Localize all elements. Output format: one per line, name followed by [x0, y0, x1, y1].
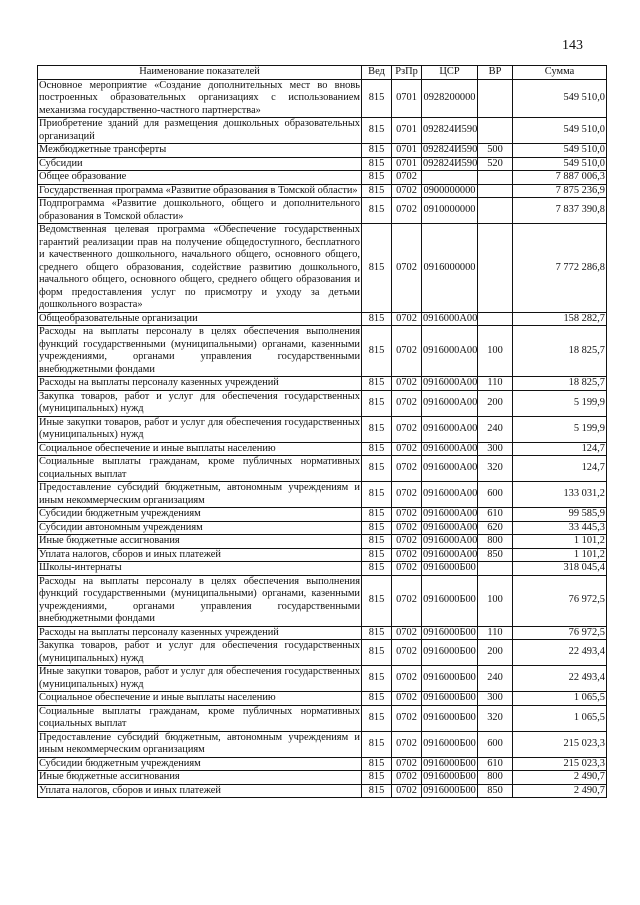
- table-row: [38, 377, 607, 391]
- cell-name: Предоставление субсидий бюджетным, автономным учреждениям и иным некоммерческим организациям: [39, 731, 360, 755]
- cell-rzpr: 0702: [392, 390, 422, 416]
- cell-name: Школы-интернаты: [38, 562, 362, 576]
- cell-vr: 240: [478, 666, 513, 692]
- cell-sum: 2 490,7: [513, 784, 607, 798]
- header-csr: ЦСР: [422, 66, 478, 80]
- cell-rzpr: 0701: [392, 144, 422, 158]
- table-row: [38, 157, 607, 171]
- cell-name: Иные бюджетные ассигнования: [38, 535, 362, 549]
- cell-csr: 0916000Б00: [422, 575, 478, 626]
- cell-rzpr: 0702: [392, 666, 422, 692]
- cell-ved: 815: [362, 692, 392, 706]
- cell-name: Межбюджетные трансферты: [38, 144, 362, 158]
- cell-name: Расходы на выплаты персоналу в целях обеспечения выполнения функций государственными (муниципальными) органами, казенными учреждениями, органами управления государственными внебюджетными фондами: [39, 326, 360, 375]
- cell-sum: 215 023,3: [513, 757, 607, 771]
- table-row: [38, 666, 607, 692]
- cell-csr: 0916000А00: [423, 508, 478, 519]
- cell-sum: 7 837 390,8: [513, 198, 607, 224]
- cell-rzpr: 0702: [392, 626, 422, 640]
- cell-ved: 815: [362, 784, 392, 798]
- cell-name: Субсидии бюджетным учреждениям: [38, 757, 362, 771]
- table-row: [38, 575, 607, 626]
- cell-name: Уплата налогов, сборов и иных платежей: [38, 548, 362, 562]
- header-sum: Сумма: [513, 66, 607, 80]
- cell-vr: [478, 171, 513, 185]
- cell-csr: 0916000А00: [422, 456, 478, 482]
- cell-name: Субсидии бюджетным учреждениям: [38, 508, 362, 522]
- table-row: [38, 508, 607, 522]
- cell-name: Закупка товаров, работ и услуг для обеспечения государственных (муниципальных) нужд: [39, 640, 360, 664]
- cell-vr: 620: [478, 521, 513, 535]
- page-number: 143: [562, 38, 583, 53]
- cell-csr: 092824И590: [422, 118, 478, 144]
- cell-csr: 092824И590: [423, 157, 478, 169]
- cell-name: Субсидии автономным учреждениям: [38, 521, 362, 535]
- table-row: [38, 535, 607, 549]
- cell-rzpr: 0702: [392, 731, 422, 757]
- cell-rzpr: 0702: [392, 508, 422, 522]
- cell-sum: 1 065,5: [513, 705, 607, 731]
- cell-ved: 815: [362, 118, 392, 144]
- cell-vr: 100: [478, 575, 513, 626]
- cell-csr: 0916000Б00: [423, 562, 476, 573]
- cell-ved: 815: [362, 157, 392, 171]
- cell-name: Социальные выплаты гражданам, кроме публичных нормативных социальных выплат: [39, 705, 360, 729]
- cell-csr: 0916000А00: [422, 482, 478, 508]
- cell-rzpr: 0702: [392, 705, 422, 731]
- table-row: [38, 626, 607, 640]
- cell-ved: 815: [362, 442, 392, 456]
- cell-sum: 1 101,2: [513, 535, 607, 549]
- cell-csr: 092824И590: [423, 144, 478, 155]
- cell-sum: 158 282,7: [513, 312, 607, 326]
- cell-ved: 815: [362, 640, 392, 666]
- cell-csr: 0916000А00: [423, 521, 478, 533]
- cell-csr: 0910000000: [422, 198, 478, 224]
- cell-vr: 850: [478, 784, 513, 798]
- cell-rzpr: 0702: [392, 548, 422, 562]
- table-row: [38, 757, 607, 771]
- cell-csr: 0916000А00: [422, 416, 478, 442]
- cell-vr: 520: [478, 157, 513, 171]
- cell-csr: 0916000Б00: [422, 705, 478, 731]
- header-rzpr: РзПр: [392, 66, 422, 80]
- cell-csr: 0916000А00: [422, 390, 478, 416]
- cell-vr: 800: [478, 535, 513, 549]
- header-ved: Вед: [362, 66, 392, 80]
- cell-name: Предоставление субсидий бюджетным, автономным учреждениям и иным некоммерческим организациям: [39, 482, 360, 506]
- cell-vr: 320: [478, 456, 513, 482]
- cell-rzpr: 0702: [392, 224, 422, 313]
- cell-ved: 815: [362, 377, 392, 391]
- cell-ved: 815: [362, 731, 392, 757]
- cell-rzpr: 0702: [392, 771, 422, 785]
- table-row: [38, 442, 607, 456]
- table-row: [38, 144, 607, 158]
- cell-name: Субсидии: [38, 157, 362, 171]
- cell-name: Ведомственная целевая программа «Обеспечение государственных гарантий реализации прав на получение общедоступного, бесплатного и качественного дошкольного, начального общего, основного общего, среднего общего образования, содействие развитию дошкольного, начального общего, основного общего, среднего общего образования и форм предоставления услуг по присмотру и уходу за детьми дошкольного возраста»: [39, 224, 360, 310]
- table-row: [38, 784, 607, 798]
- cell-vr: 110: [478, 377, 513, 391]
- cell-vr: [478, 198, 513, 224]
- cell-csr: 0916000Б00: [423, 626, 476, 638]
- cell-sum: 2 490,7: [513, 771, 607, 785]
- cell-name: Подпрограмма «Развитие дошкольного, общего и дополнительного образования в Томской области»: [39, 198, 360, 222]
- cell-csr: 0916000Б00: [423, 784, 476, 796]
- cell-csr: 0916000А00: [423, 312, 478, 324]
- table-row: [38, 692, 607, 706]
- cell-ved: 815: [362, 171, 392, 185]
- cell-name: Уплата налогов, сборов и иных платежей: [38, 784, 362, 798]
- header-vr: ВР: [478, 66, 513, 80]
- cell-rzpr: 0702: [392, 326, 422, 377]
- cell-ved: 815: [362, 184, 392, 198]
- cell-sum: 5 199,9: [513, 390, 607, 416]
- cell-vr: [478, 184, 513, 198]
- cell-vr: [478, 562, 513, 576]
- table-row: [38, 198, 607, 224]
- cell-name: Основное мероприятие «Создание дополнительных мест во вновь построенных образовательных организациях с использованием механизма государственно-частного партнерства»: [39, 79, 360, 116]
- cell-ved: 815: [362, 390, 392, 416]
- table-row: [38, 326, 607, 377]
- cell-name: Расходы на выплаты персоналу казенных учреждений: [38, 377, 362, 391]
- cell-sum: 7 875 236,9: [513, 184, 607, 198]
- cell-name: Общеобразовательные организации: [38, 312, 362, 326]
- cell-rzpr: 0702: [392, 456, 422, 482]
- cell-rzpr: 0702: [392, 198, 422, 224]
- cell-sum: 76 972,5: [513, 575, 607, 626]
- cell-vr: 100: [478, 326, 513, 377]
- cell-vr: 500: [478, 144, 513, 158]
- table-row: [38, 521, 607, 535]
- cell-name: Социальное обеспечение и иные выплаты населению: [38, 442, 362, 456]
- cell-ved: 815: [362, 705, 392, 731]
- cell-name: Социальное обеспечение и иные выплаты населению: [38, 692, 362, 706]
- cell-ved: 815: [362, 535, 392, 549]
- cell-vr: 600: [478, 731, 513, 757]
- cell-rzpr: 0702: [392, 757, 422, 771]
- cell-vr: 240: [478, 416, 513, 442]
- cell-name: Иные закупки товаров, работ и услуг для обеспечения государственных (муниципальных) нужд: [39, 666, 360, 690]
- cell-sum: 549 510,0: [513, 79, 607, 118]
- cell-vr: 300: [478, 692, 513, 706]
- cell-ved: 815: [362, 482, 392, 508]
- cell-rzpr: 0701: [392, 79, 422, 118]
- cell-csr: 0916000Б00: [422, 640, 478, 666]
- table-row: [38, 118, 607, 144]
- cell-ved: 815: [362, 456, 392, 482]
- cell-rzpr: 0702: [392, 692, 422, 706]
- table-row: [38, 548, 607, 562]
- cell-ved: 815: [362, 666, 392, 692]
- cell-csr: 0916000Б00: [422, 666, 478, 692]
- cell-ved: 815: [362, 224, 392, 313]
- cell-csr: 0916000Б00: [423, 771, 476, 782]
- cell-vr: 110: [478, 626, 513, 640]
- cell-sum: 318 045,4: [513, 562, 607, 576]
- cell-vr: [478, 118, 513, 144]
- cell-rzpr: 0701: [392, 157, 422, 171]
- cell-name: Иные закупки товаров, работ и услуг для обеспечения государственных (муниципальных) нужд: [39, 416, 360, 440]
- cell-csr: 0916000Б00: [423, 757, 476, 769]
- cell-sum: 133 031,2: [513, 482, 607, 508]
- cell-rzpr: 0702: [392, 784, 422, 798]
- cell-sum: 33 445,3: [513, 521, 607, 535]
- cell-rzpr: 0702: [392, 562, 422, 576]
- cell-ved: 815: [362, 79, 392, 118]
- cell-sum: 1 101,2: [513, 548, 607, 562]
- table-row: [38, 184, 607, 198]
- table-row: [38, 456, 607, 482]
- cell-rzpr: 0702: [392, 377, 422, 391]
- cell-ved: 815: [362, 416, 392, 442]
- table-row: [38, 771, 607, 785]
- cell-sum: 5 199,9: [513, 416, 607, 442]
- cell-name: Иные бюджетные ассигнования: [38, 771, 362, 785]
- cell-vr: 300: [478, 442, 513, 456]
- cell-ved: 815: [362, 548, 392, 562]
- table-row: [38, 731, 607, 757]
- table-row: [38, 224, 607, 313]
- cell-ved: 815: [362, 144, 392, 158]
- cell-rzpr: 0702: [392, 416, 422, 442]
- cell-sum: 76 972,5: [513, 626, 607, 640]
- cell-name: Приобретение зданий для размещения дошкольных образовательных организаций: [39, 118, 360, 142]
- cell-csr: 0916000Б00: [422, 731, 478, 757]
- table-row: [38, 390, 607, 416]
- cell-name: Закупка товаров, работ и услуг для обеспечения государственных (муниципальных) нужд: [39, 390, 360, 414]
- cell-csr: 0916000А00: [423, 442, 478, 454]
- cell-sum: 549 510,0: [513, 144, 607, 158]
- cell-ved: 815: [362, 312, 392, 326]
- cell-vr: 800: [478, 771, 513, 785]
- cell-rzpr: 0702: [392, 575, 422, 626]
- table-row: [38, 79, 607, 118]
- cell-vr: 610: [478, 757, 513, 771]
- cell-ved: 815: [362, 198, 392, 224]
- table-row: [38, 640, 607, 666]
- cell-ved: 815: [362, 326, 392, 377]
- cell-rzpr: 0702: [392, 535, 422, 549]
- cell-csr: 0900000000: [422, 184, 478, 198]
- cell-sum: 18 825,7: [513, 377, 607, 391]
- cell-name: Социальные выплаты гражданам, кроме публичных нормативных социальных выплат: [39, 456, 360, 480]
- cell-sum: 18 825,7: [513, 326, 607, 377]
- table-row: [38, 416, 607, 442]
- cell-ved: 815: [362, 575, 392, 626]
- cell-csr: 0916000000: [422, 224, 478, 313]
- table-row: [38, 312, 607, 326]
- cell-vr: [478, 224, 513, 313]
- cell-rzpr: 0701: [392, 118, 422, 144]
- cell-sum: 22 493,4: [513, 640, 607, 666]
- cell-csr: 0916000А00: [423, 377, 478, 388]
- cell-vr: 600: [478, 482, 513, 508]
- cell-ved: 815: [362, 771, 392, 785]
- cell-sum: 99 585,9: [513, 508, 607, 522]
- budget-table: [37, 65, 607, 798]
- cell-vr: [478, 79, 513, 118]
- cell-rzpr: 0702: [392, 171, 422, 185]
- cell-rzpr: 0702: [392, 521, 422, 535]
- header-name: Наименование показателей: [38, 66, 362, 80]
- cell-ved: 815: [362, 508, 392, 522]
- cell-name: Расходы на выплаты персоналу казенных учреждений: [38, 626, 362, 640]
- cell-sum: 1 065,5: [513, 692, 607, 706]
- cell-rzpr: 0702: [392, 312, 422, 326]
- cell-sum: 22 493,4: [513, 666, 607, 692]
- cell-sum: 215 023,3: [513, 731, 607, 757]
- cell-sum: 549 510,0: [513, 118, 607, 144]
- cell-vr: 850: [478, 548, 513, 562]
- cell-rzpr: 0702: [392, 184, 422, 198]
- cell-csr: 0916000Б00: [423, 692, 476, 703]
- table-row: [38, 171, 607, 185]
- cell-rzpr: 0702: [392, 442, 422, 456]
- cell-csr: 0928200000: [422, 79, 478, 118]
- cell-vr: [478, 312, 513, 326]
- table-row: [38, 705, 607, 731]
- cell-name: Расходы на выплаты персоналу в целях обеспечения выполнения функций государственными (муниципальными) органами, казенными учреждениями, органами управления государственными внебюджетными фондами: [39, 575, 360, 624]
- cell-name: Государственная программа «Развитие образования в Томской области»: [38, 184, 362, 198]
- cell-rzpr: 0702: [392, 482, 422, 508]
- table-row: [38, 482, 607, 508]
- cell-vr: 200: [478, 640, 513, 666]
- cell-sum: 7 772 286,8: [513, 224, 607, 313]
- cell-csr: [422, 171, 478, 185]
- cell-ved: 815: [362, 521, 392, 535]
- cell-rzpr: 0702: [392, 640, 422, 666]
- table-row: [38, 562, 607, 576]
- cell-vr: 610: [478, 508, 513, 522]
- cell-ved: 815: [362, 626, 392, 640]
- cell-sum: 549 510,0: [513, 157, 607, 171]
- cell-csr: 0916000А00: [423, 535, 478, 546]
- cell-csr: 0916000А00: [423, 548, 478, 560]
- cell-name: Общее образование: [38, 171, 362, 185]
- table-header-row: [38, 66, 607, 80]
- cell-sum: 7 887 006,3: [513, 171, 607, 185]
- cell-vr: 320: [478, 705, 513, 731]
- cell-csr: 0916000А00: [422, 326, 478, 377]
- cell-sum: 124,7: [513, 456, 607, 482]
- cell-ved: 815: [362, 757, 392, 771]
- cell-vr: 200: [478, 390, 513, 416]
- cell-ved: 815: [362, 562, 392, 576]
- cell-sum: 124,7: [513, 442, 607, 456]
